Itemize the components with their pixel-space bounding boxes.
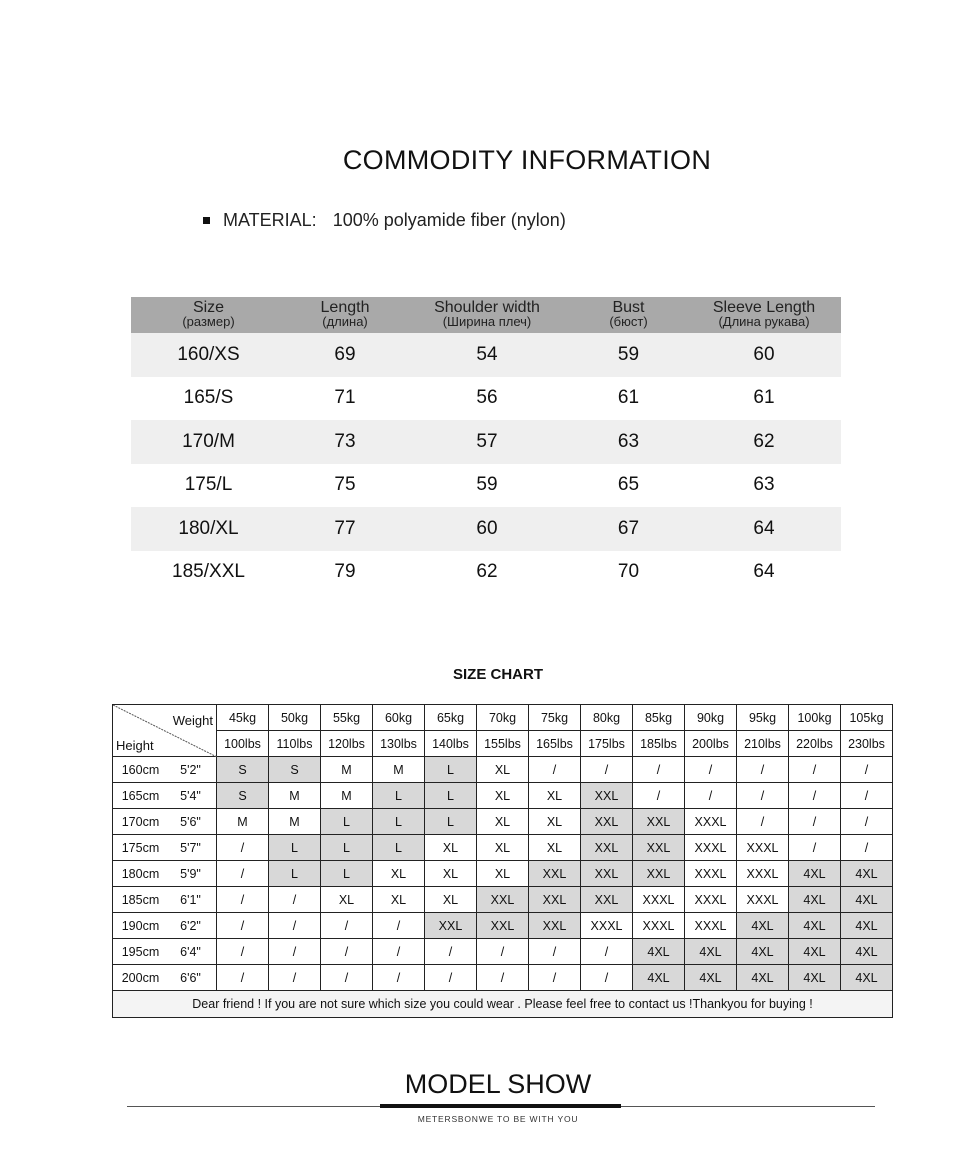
size-cell: / — [789, 835, 841, 861]
size-cell: XXL — [581, 887, 633, 913]
size-cell: M — [217, 809, 269, 835]
height-cell — [113, 965, 217, 991]
size-cell: L — [269, 835, 321, 861]
height-cell — [113, 783, 217, 809]
size-chart-table — [112, 704, 893, 1018]
height-cell — [113, 835, 217, 861]
weight-lbs-cell: 110lbs — [269, 731, 321, 757]
header-sleeve-length: Sleeve Length (Длина рукава) — [687, 297, 841, 333]
weight-kg-cell: 55kg — [321, 705, 373, 731]
height-ft: 6'1" — [180, 892, 201, 907]
size-chart-row — [113, 965, 893, 991]
size-cell: L — [321, 809, 373, 835]
header-bust: Bust (бюст) — [570, 297, 687, 333]
size-cell: 4XL — [841, 913, 893, 939]
weight-lbs-row — [113, 731, 893, 757]
size-cell: 4XL — [789, 965, 841, 991]
size-cell: XL — [477, 861, 529, 887]
size-cell: L — [425, 757, 477, 783]
size-chart-row — [113, 913, 893, 939]
size-cell: 4XL — [789, 861, 841, 887]
size-cell: XXL — [529, 861, 581, 887]
spec-cell: 71 — [334, 387, 356, 409]
size-cell: / — [425, 965, 477, 991]
size-cell: / — [529, 939, 581, 965]
spec-cell: 60 — [404, 507, 570, 551]
spec-cell: 64 — [687, 507, 841, 551]
divider-accent — [380, 1104, 621, 1108]
size-cell: L — [321, 861, 373, 887]
page-title: COMMODITY INFORMATION — [342, 145, 712, 175]
size-cell: XXL — [581, 861, 633, 887]
size-cell: / — [685, 757, 737, 783]
size-chart-title: SIZE CHART — [453, 666, 543, 683]
size-chart-row — [113, 887, 893, 913]
size-cell: XXL — [633, 861, 685, 887]
size-cell: XL — [321, 887, 373, 913]
spec-cell: 62 — [687, 420, 841, 464]
size-cell: XXL — [581, 835, 633, 861]
height-cell — [113, 809, 217, 835]
note-row — [113, 991, 893, 1018]
tagline: METERSBONWE TO BE WITH YOU — [417, 1114, 579, 1124]
size-cell: S — [269, 757, 321, 783]
size-cell: XXL — [581, 809, 633, 835]
size-cell: XXL — [425, 913, 477, 939]
weight-kg-cell: 80kg — [581, 705, 633, 731]
size-cell: / — [269, 939, 321, 965]
weight-kg-cell: 85kg — [633, 705, 685, 731]
height-ft: 6'4" — [180, 944, 201, 959]
header-shoulder-width: Shoulder width (Ширина плеч) — [404, 297, 570, 333]
height-label: Height — [116, 738, 154, 753]
size-cell: XL — [425, 861, 477, 887]
size-cell: / — [789, 809, 841, 835]
height-cm: 170cm — [121, 814, 160, 829]
size-cell: L — [425, 783, 477, 809]
size-cell: 4XL — [685, 939, 737, 965]
size-cell: 4XL — [841, 939, 893, 965]
size-cell: L — [269, 861, 321, 887]
spec-cell: 75 — [334, 474, 356, 496]
size-cell: XL — [373, 861, 425, 887]
spec-cell: 175/L — [184, 474, 233, 496]
size-cell: XL — [529, 809, 581, 835]
weight-lbs-cell: 220lbs — [789, 731, 841, 757]
size-cell: / — [737, 783, 789, 809]
size-cell: XXXL — [685, 861, 737, 887]
height-ft: 5'9" — [180, 866, 201, 881]
height-cm: 175cm — [121, 840, 160, 855]
size-cell: 4XL — [737, 913, 789, 939]
size-cell: XL — [425, 887, 477, 913]
size-cell: / — [373, 965, 425, 991]
size-cell: M — [269, 783, 321, 809]
size-cell: / — [269, 965, 321, 991]
weight-kg-cell: 90kg — [685, 705, 737, 731]
material-label: MATERIAL: — [223, 210, 317, 230]
size-cell: 4XL — [633, 965, 685, 991]
size-cell: XL — [529, 783, 581, 809]
size-cell: / — [685, 783, 737, 809]
size-cell: / — [321, 913, 373, 939]
height-cm: 165cm — [121, 788, 160, 803]
size-cell: / — [581, 965, 633, 991]
size-cell: XXXL — [633, 887, 685, 913]
height-cm: 195cm — [121, 944, 160, 959]
height-ft: 5'2" — [180, 762, 201, 777]
weight-kg-cell: 50kg — [269, 705, 321, 731]
spec-cell: 63 — [753, 474, 775, 496]
height-cell — [113, 861, 217, 887]
size-chart-row — [113, 939, 893, 965]
weight-lbs-cell: 165lbs — [529, 731, 581, 757]
spec-row — [131, 420, 841, 464]
size-cell: / — [373, 939, 425, 965]
weight-lbs-cell: 140lbs — [425, 731, 477, 757]
size-cell: XXL — [477, 913, 529, 939]
weight-lbs-cell: 155lbs — [477, 731, 529, 757]
bullet-icon — [203, 217, 210, 224]
size-cell: / — [529, 965, 581, 991]
weight-kg-cell: 95kg — [737, 705, 789, 731]
weight-kg-cell: 75kg — [529, 705, 581, 731]
header-size: Size (размер) — [131, 297, 286, 333]
spec-cell: 56 — [476, 387, 498, 409]
size-cell: L — [425, 809, 477, 835]
spec-row — [131, 551, 841, 595]
size-cell: XXL — [477, 887, 529, 913]
spec-header-row — [131, 297, 841, 333]
spec-row — [131, 507, 841, 551]
size-cell: / — [217, 887, 269, 913]
spec-cell: 54 — [404, 333, 570, 377]
size-cell: XXXL — [737, 835, 789, 861]
size-cell: / — [217, 835, 269, 861]
size-cell: / — [477, 965, 529, 991]
spec-cell: 180/XL — [131, 507, 286, 551]
size-cell: 4XL — [841, 887, 893, 913]
spec-row — [131, 333, 841, 377]
weight-kg-cell: 100kg — [789, 705, 841, 731]
spec-cell: 69 — [286, 333, 404, 377]
weight-kg-cell: 70kg — [477, 705, 529, 731]
height-ft: 6'6" — [180, 970, 201, 985]
size-cell: M — [321, 757, 373, 783]
size-cell: / — [841, 783, 893, 809]
spec-table — [131, 297, 841, 594]
size-cell: / — [217, 861, 269, 887]
spec-cell: 59 — [476, 474, 498, 496]
size-cell: / — [737, 757, 789, 783]
spec-cell: 65 — [617, 474, 640, 496]
size-cell: / — [321, 939, 373, 965]
spec-cell: 62 — [476, 561, 498, 583]
size-cell: XXXL — [685, 809, 737, 835]
material-line — [203, 210, 566, 231]
material-value: 100% polyamide fiber (nylon) — [332, 210, 566, 230]
size-cell: M — [269, 809, 321, 835]
size-cell: / — [633, 783, 685, 809]
size-cell: XXXL — [633, 913, 685, 939]
height-cm: 160cm — [121, 762, 160, 777]
weight-kg-cell: 60kg — [373, 705, 425, 731]
spec-cell: 185/XXL — [172, 561, 245, 583]
size-cell: / — [789, 757, 841, 783]
size-cell: XXL — [529, 887, 581, 913]
weight-lbs-cell: 230lbs — [841, 731, 893, 757]
spec-cell: 165/S — [183, 387, 234, 409]
size-cell: / — [477, 939, 529, 965]
size-cell: / — [789, 783, 841, 809]
size-cell: 4XL — [841, 965, 893, 991]
weight-label: Weight — [172, 713, 213, 728]
size-cell: / — [425, 939, 477, 965]
size-cell: S — [217, 757, 269, 783]
size-cell: XXXL — [685, 835, 737, 861]
corner-cell — [113, 705, 217, 757]
spec-cell: 79 — [334, 561, 356, 583]
spec-cell: 160/XS — [131, 333, 286, 377]
size-cell: XXL — [529, 913, 581, 939]
weight-kg-row — [113, 705, 893, 731]
size-cell: / — [581, 757, 633, 783]
size-chart-row — [113, 783, 893, 809]
size-cell: / — [217, 939, 269, 965]
spec-cell: 63 — [570, 420, 687, 464]
height-ft: 6'2" — [180, 918, 201, 933]
spec-cell: 73 — [286, 420, 404, 464]
model-show-title: MODEL SHOW — [404, 1069, 592, 1099]
spec-cell: 61 — [617, 387, 640, 409]
weight-lbs-cell: 185lbs — [633, 731, 685, 757]
size-cell: S — [217, 783, 269, 809]
height-cell — [113, 757, 217, 783]
size-cell: / — [633, 757, 685, 783]
spec-cell: 59 — [570, 333, 687, 377]
size-cell: XXL — [581, 783, 633, 809]
spec-cell: 67 — [570, 507, 687, 551]
size-cell: / — [841, 757, 893, 783]
size-chart-row — [113, 835, 893, 861]
size-cell: XXXL — [685, 913, 737, 939]
weight-kg-cell: 45kg — [217, 705, 269, 731]
size-cell: L — [373, 809, 425, 835]
size-cell: XXXL — [581, 913, 633, 939]
size-cell: 4XL — [737, 965, 789, 991]
size-cell: XXXL — [737, 887, 789, 913]
size-cell: 4XL — [789, 913, 841, 939]
size-cell: 4XL — [789, 939, 841, 965]
spec-cell: 61 — [753, 387, 775, 409]
size-cell: XXL — [633, 809, 685, 835]
size-cell: / — [841, 835, 893, 861]
size-cell: / — [217, 965, 269, 991]
size-cell: L — [373, 783, 425, 809]
height-cm: 200cm — [121, 970, 160, 985]
size-cell: XL — [373, 887, 425, 913]
height-cell — [113, 939, 217, 965]
size-cell: / — [373, 913, 425, 939]
weight-kg-cell: 105kg — [841, 705, 893, 731]
size-cell: XL — [477, 835, 529, 861]
spec-cell: 57 — [404, 420, 570, 464]
weight-lbs-cell: 100lbs — [217, 731, 269, 757]
size-cell: / — [269, 913, 321, 939]
size-cell: XXXL — [685, 887, 737, 913]
size-chart-row — [113, 757, 893, 783]
size-cell: / — [217, 913, 269, 939]
height-ft: 5'6" — [180, 814, 201, 829]
height-cm: 190cm — [121, 918, 160, 933]
size-cell: L — [373, 835, 425, 861]
size-cell: / — [529, 757, 581, 783]
height-ft: 5'7" — [180, 840, 201, 855]
height-cell — [113, 913, 217, 939]
size-chart-row — [113, 809, 893, 835]
spec-row — [131, 464, 841, 508]
weight-lbs-cell: 130lbs — [373, 731, 425, 757]
size-cell: L — [321, 835, 373, 861]
height-ft: 5'4" — [180, 788, 201, 803]
size-cell: / — [737, 809, 789, 835]
header-length: Length (длина) — [286, 297, 404, 333]
size-cell: M — [373, 757, 425, 783]
height-cell — [113, 887, 217, 913]
weight-lbs-cell: 120lbs — [321, 731, 373, 757]
spec-row — [131, 377, 841, 421]
spec-cell: 170/M — [131, 420, 286, 464]
size-cell: 4XL — [633, 939, 685, 965]
weight-kg-cell: 65kg — [425, 705, 477, 731]
weight-lbs-cell: 175lbs — [581, 731, 633, 757]
size-cell: M — [321, 783, 373, 809]
contact-note: Dear friend ! If you are not sure which size you could wear . Please feel free to contact us !Thankyou for buying ! — [113, 991, 893, 1018]
spec-cell: 64 — [753, 561, 775, 583]
size-chart-row — [113, 861, 893, 887]
spec-cell: 60 — [687, 333, 841, 377]
size-cell: XL — [477, 809, 529, 835]
size-cell: 4XL — [685, 965, 737, 991]
size-cell: / — [841, 809, 893, 835]
size-cell: 4XL — [737, 939, 789, 965]
height-cm: 180cm — [121, 866, 160, 881]
weight-lbs-cell: 200lbs — [685, 731, 737, 757]
size-cell: / — [581, 939, 633, 965]
height-cm: 185cm — [121, 892, 160, 907]
size-cell: 4XL — [789, 887, 841, 913]
size-cell: XXXL — [737, 861, 789, 887]
size-cell: XXL — [633, 835, 685, 861]
spec-cell: 70 — [617, 561, 640, 583]
size-cell: XL — [477, 783, 529, 809]
weight-lbs-cell: 210lbs — [737, 731, 789, 757]
spec-cell: 77 — [286, 507, 404, 551]
size-cell: 4XL — [841, 861, 893, 887]
size-cell: / — [269, 887, 321, 913]
size-cell: XL — [425, 835, 477, 861]
size-cell: XL — [477, 757, 529, 783]
size-cell: XL — [529, 835, 581, 861]
size-cell: / — [321, 965, 373, 991]
